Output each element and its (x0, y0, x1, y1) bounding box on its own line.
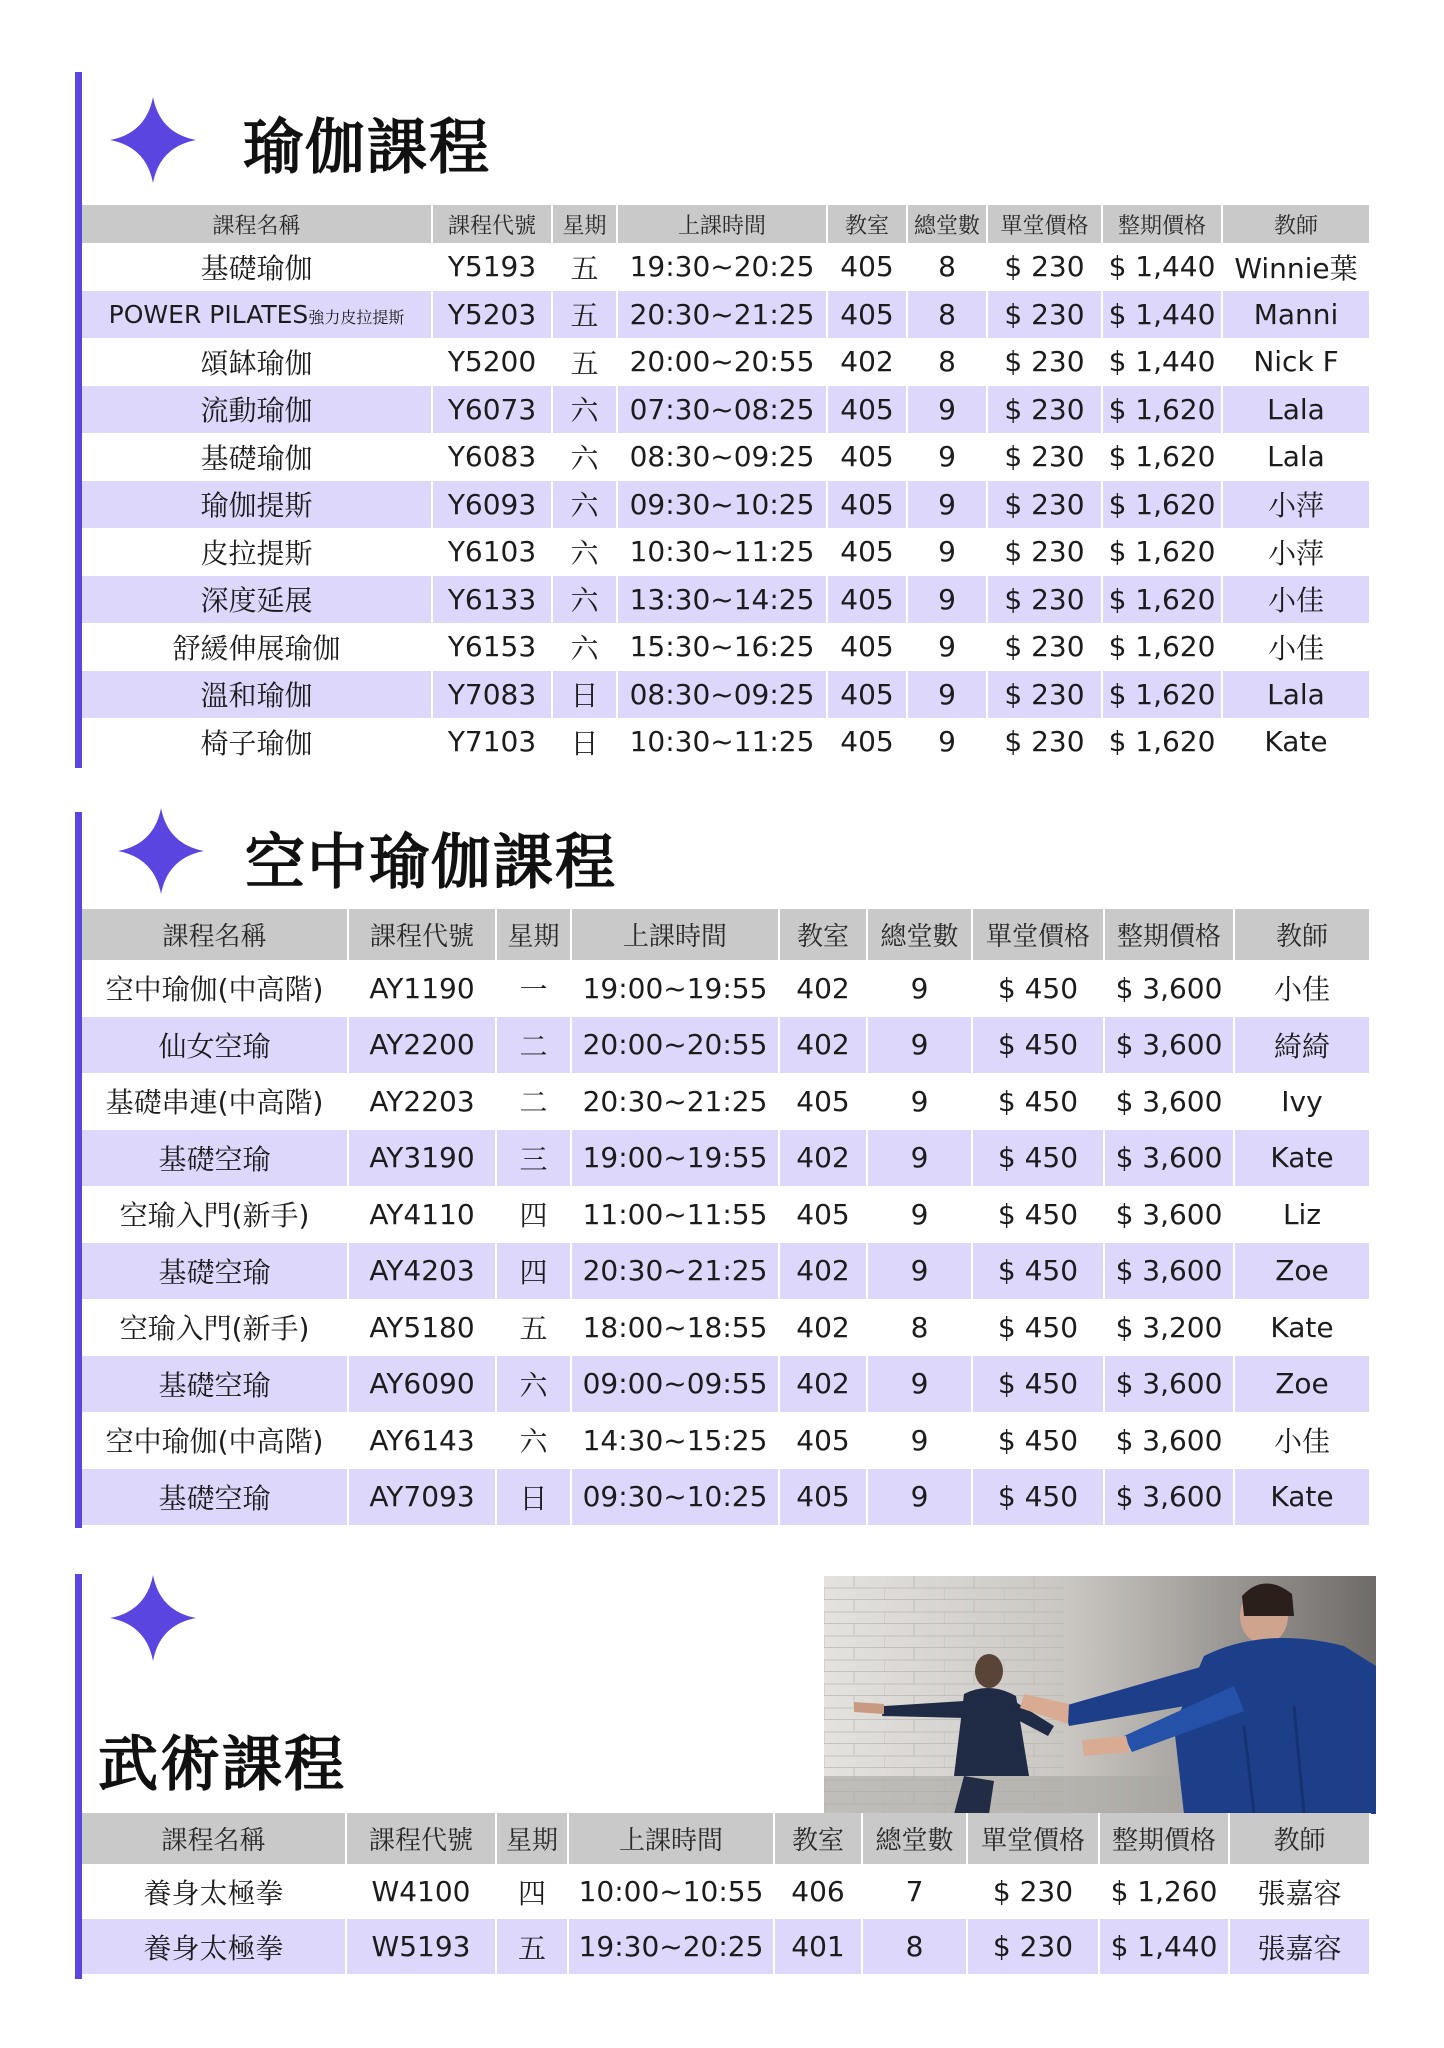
table-cell: $ 1,620 (1102, 481, 1222, 529)
table-cell: Liz (1234, 1186, 1370, 1243)
diamond-icon (118, 808, 204, 894)
table-cell: $ 1,620 (1102, 671, 1222, 719)
table-cell: Y6093 (432, 481, 552, 529)
column-header: 教室 (827, 205, 907, 243)
table-cell: 溫和瑜伽 (82, 671, 432, 719)
table-cell: 8 (867, 1299, 972, 1356)
table-cell: 一 (496, 960, 571, 1017)
column-header: 教師 (1234, 909, 1370, 960)
table-cell: Y6133 (432, 576, 552, 624)
table-cell: 養身太極拳 (82, 1864, 346, 1919)
table-cell: $ 450 (972, 1356, 1104, 1413)
table-cell: 二 (496, 1073, 571, 1130)
table-cell: $ 1,620 (1102, 433, 1222, 481)
table-cell: Kate (1222, 718, 1370, 766)
table-cell: 小佳 (1234, 1412, 1370, 1469)
diamond-icon (110, 97, 196, 183)
table-cell: Lala (1222, 386, 1370, 434)
table-cell: POWER PILATES強力皮拉提斯 (82, 291, 432, 339)
table-cell: 405 (827, 291, 907, 339)
table-cell: 瑜伽提斯 (82, 481, 432, 529)
table-row (82, 1469, 1370, 1526)
table-cell: Y6083 (432, 433, 552, 481)
table-cell: 基礎瑜伽 (82, 243, 432, 291)
table-cell: Y6073 (432, 386, 552, 434)
table-cell: 405 (827, 528, 907, 576)
table-cell: 張嘉容 (1229, 1919, 1370, 1974)
table-cell: 四 (496, 1186, 571, 1243)
section-title-yoga: 瑜伽課程 (243, 113, 491, 183)
table-cell: 14:30~15:25 (571, 1412, 779, 1469)
table-row (82, 481, 1370, 529)
table-cell: $ 3,600 (1104, 1130, 1234, 1187)
column-header: 上課時間 (617, 205, 827, 243)
table-cell: 綺綺 (1234, 1017, 1370, 1074)
table-cell: 402 (779, 1017, 867, 1074)
table-cell: $ 3,600 (1104, 1186, 1234, 1243)
table-cell: Y7103 (432, 718, 552, 766)
table-cell: 405 (827, 386, 907, 434)
table-row (82, 671, 1370, 719)
table-cell: Y6103 (432, 528, 552, 576)
table-cell: $ 1,620 (1102, 718, 1222, 766)
table-cell: Ivy (1234, 1073, 1370, 1130)
table-cell: 9 (907, 576, 987, 624)
table-row (82, 718, 1370, 766)
column-header: 課程代號 (432, 205, 552, 243)
table-cell: 五 (552, 338, 617, 386)
table-cell: AY7093 (348, 1469, 496, 1526)
table-cell: $ 450 (972, 1130, 1104, 1187)
table-cell: 405 (827, 243, 907, 291)
table-cell: $ 230 (987, 576, 1102, 624)
column-header: 星期 (552, 205, 617, 243)
table-cell: 日 (552, 671, 617, 719)
table-cell: Winnie葉 (1222, 243, 1370, 291)
martial-schedule-table (82, 1813, 1371, 1974)
table-cell: Y5200 (432, 338, 552, 386)
table-cell: $ 230 (987, 291, 1102, 339)
table-cell: $ 450 (972, 1017, 1104, 1074)
table-cell: 20:30~21:25 (571, 1073, 779, 1130)
table-cell: 張嘉容 (1229, 1864, 1370, 1919)
table-cell: AY6143 (348, 1412, 496, 1469)
table-cell: 405 (827, 433, 907, 481)
table-cell: $ 1,260 (1099, 1864, 1229, 1919)
table-cell: 流動瑜伽 (82, 386, 432, 434)
table-cell: AY1190 (348, 960, 496, 1017)
table-row (82, 1299, 1370, 1356)
table-cell: Y6153 (432, 623, 552, 671)
column-header: 總堂數 (867, 909, 972, 960)
table-row (82, 1130, 1370, 1187)
table-cell: Y5203 (432, 291, 552, 339)
table-cell: 402 (779, 960, 867, 1017)
table-cell: 8 (907, 243, 987, 291)
table-cell: 六 (552, 481, 617, 529)
table-cell: 20:30~21:25 (571, 1243, 779, 1300)
table-cell: 19:30~20:25 (568, 1919, 774, 1974)
table-cell: Y5193 (432, 243, 552, 291)
table-cell: 仙女空瑜 (82, 1017, 348, 1074)
table-cell: 9 (907, 718, 987, 766)
table-cell: 基礎空瑜 (82, 1356, 348, 1413)
table-cell: 六 (496, 1412, 571, 1469)
table-cell: $ 450 (972, 1412, 1104, 1469)
table-cell: 402 (827, 338, 907, 386)
table-cell: 09:00~09:55 (571, 1356, 779, 1413)
table-row (82, 576, 1370, 624)
table-cell: $ 230 (967, 1919, 1099, 1974)
table-cell: W5193 (346, 1919, 496, 1974)
table-cell: 8 (907, 291, 987, 339)
table-cell: 9 (867, 1469, 972, 1526)
table-cell: $ 230 (987, 718, 1102, 766)
table-cell: 五 (552, 243, 617, 291)
table-cell: $ 3,600 (1104, 1469, 1234, 1526)
table-cell: 二 (496, 1017, 571, 1074)
table-cell: $ 450 (972, 1469, 1104, 1526)
table-cell: $ 3,600 (1104, 1243, 1234, 1300)
column-header: 星期 (496, 1813, 568, 1864)
table-cell: 8 (862, 1919, 967, 1974)
table-cell: 08:30~09:25 (617, 671, 827, 719)
tai-chi-photo (824, 1576, 1376, 1814)
table-cell: Kate (1234, 1130, 1370, 1187)
column-header: 教室 (779, 909, 867, 960)
table-cell: 405 (779, 1073, 867, 1130)
table-cell: $ 3,600 (1104, 1412, 1234, 1469)
table-cell: 07:30~08:25 (617, 386, 827, 434)
table-cell: 六 (496, 1356, 571, 1413)
table-cell: AY3190 (348, 1130, 496, 1187)
table-cell: $ 230 (987, 623, 1102, 671)
column-header: 整期價格 (1102, 205, 1222, 243)
table-cell: 9 (907, 528, 987, 576)
column-header: 上課時間 (568, 1813, 774, 1864)
table-cell: 基礎空瑜 (82, 1469, 348, 1526)
table-cell: 六 (552, 623, 617, 671)
table-cell: Zoe (1234, 1356, 1370, 1413)
table-cell: $ 1,620 (1102, 386, 1222, 434)
table-cell: 10:00~10:55 (568, 1864, 774, 1919)
table-cell: Manni (1222, 291, 1370, 339)
table-cell: 9 (867, 1186, 972, 1243)
table-cell: 日 (496, 1469, 571, 1526)
table-cell: 六 (552, 528, 617, 576)
table-cell: 405 (827, 623, 907, 671)
table-cell: 小佳 (1234, 960, 1370, 1017)
table-row (82, 1919, 1370, 1974)
table-cell: 9 (907, 623, 987, 671)
table-cell: $ 230 (987, 671, 1102, 719)
table-cell: 405 (779, 1186, 867, 1243)
section-accent-bar (75, 72, 82, 768)
table-row (82, 1864, 1370, 1919)
table-row (82, 243, 1370, 291)
table-cell: 402 (779, 1299, 867, 1356)
table-cell: $ 450 (972, 1073, 1104, 1130)
table-cell: $ 3,600 (1104, 960, 1234, 1017)
table-cell: Kate (1234, 1299, 1370, 1356)
table-cell: $ 450 (972, 1243, 1104, 1300)
table-cell: 五 (496, 1919, 568, 1974)
table-cell: $ 1,620 (1102, 528, 1222, 576)
section-title-martial: 武術課程 (98, 1730, 346, 1800)
yoga-schedule-table (82, 205, 1371, 766)
table-cell: 四 (496, 1864, 568, 1919)
table-cell: 405 (827, 718, 907, 766)
table-row (82, 623, 1370, 671)
table-cell: 19:00~19:55 (571, 960, 779, 1017)
table-row (82, 338, 1370, 386)
table-cell: AY2203 (348, 1073, 496, 1130)
table-cell: $ 450 (972, 1186, 1104, 1243)
table-cell: 9 (907, 481, 987, 529)
table-cell: 19:30~20:25 (617, 243, 827, 291)
table-cell: 405 (779, 1469, 867, 1526)
table-cell: 9 (907, 386, 987, 434)
table-cell: $ 230 (987, 243, 1102, 291)
table-cell: Nick F (1222, 338, 1370, 386)
table-cell: 18:00~18:55 (571, 1299, 779, 1356)
table-cell: 13:30~14:25 (617, 576, 827, 624)
table-cell: 20:00~20:55 (617, 338, 827, 386)
column-header: 課程名稱 (82, 205, 432, 243)
table-cell: 405 (827, 576, 907, 624)
table-cell: 皮拉提斯 (82, 528, 432, 576)
table-cell: 405 (827, 481, 907, 529)
table-cell: 9 (867, 1412, 972, 1469)
table-cell: AY5180 (348, 1299, 496, 1356)
table-row (82, 528, 1370, 576)
table-cell: 402 (779, 1243, 867, 1300)
table-cell: 20:00~20:55 (571, 1017, 779, 1074)
section-accent-bar (75, 1574, 82, 1979)
table-cell: $ 1,440 (1102, 338, 1222, 386)
table-cell: 空中瑜伽(中高階) (82, 1412, 348, 1469)
table-cell: 9 (907, 433, 987, 481)
table-cell: AY6090 (348, 1356, 496, 1413)
table-cell: $ 230 (987, 338, 1102, 386)
table-cell: 日 (552, 718, 617, 766)
table-cell: $ 3,600 (1104, 1356, 1234, 1413)
table-cell: 三 (496, 1130, 571, 1187)
table-cell: 9 (867, 1356, 972, 1413)
table-cell: Lala (1222, 433, 1370, 481)
table-cell: $ 1,620 (1102, 576, 1222, 624)
table-cell: 405 (827, 671, 907, 719)
column-header: 總堂數 (907, 205, 987, 243)
table-cell: $ 1,440 (1102, 243, 1222, 291)
table-cell: 五 (552, 291, 617, 339)
column-header: 教師 (1222, 205, 1370, 243)
column-header: 課程代號 (348, 909, 496, 960)
column-header: 整期價格 (1104, 909, 1234, 960)
table-row (82, 386, 1370, 434)
table-cell: 小萍 (1222, 481, 1370, 529)
table-cell: 20:30~21:25 (617, 291, 827, 339)
table-cell: 基礎瑜伽 (82, 433, 432, 481)
table-cell: $ 3,200 (1104, 1299, 1234, 1356)
table-cell: 402 (779, 1130, 867, 1187)
column-header: 整期價格 (1099, 1813, 1229, 1864)
table-cell: 六 (552, 386, 617, 434)
table-cell: $ 450 (972, 960, 1104, 1017)
table-cell: 空瑜入門(新手) (82, 1299, 348, 1356)
table-cell: 小萍 (1222, 528, 1370, 576)
table-cell: 10:30~11:25 (617, 718, 827, 766)
table-cell: 頌缽瑜伽 (82, 338, 432, 386)
table-cell: 基礎串連(中高階) (82, 1073, 348, 1130)
table-row (82, 433, 1370, 481)
table-cell: $ 230 (987, 481, 1102, 529)
table-header-row (82, 909, 1370, 960)
table-cell: 8 (907, 338, 987, 386)
column-header: 單堂價格 (967, 1813, 1099, 1864)
table-cell: 15:30~16:25 (617, 623, 827, 671)
table-cell: 椅子瑜伽 (82, 718, 432, 766)
table-cell: 小佳 (1222, 623, 1370, 671)
column-header: 星期 (496, 909, 571, 960)
table-header-row (82, 205, 1370, 243)
table-row (82, 960, 1370, 1017)
table-cell: 9 (867, 1243, 972, 1300)
table-row (82, 1243, 1370, 1300)
table-cell: 402 (779, 1356, 867, 1413)
table-cell: $ 1,440 (1102, 291, 1222, 339)
table-cell: 9 (907, 671, 987, 719)
table-cell: $ 450 (972, 1299, 1104, 1356)
table-cell: 小佳 (1222, 576, 1370, 624)
column-header: 教室 (774, 1813, 862, 1864)
table-row (82, 291, 1370, 339)
table-cell: 9 (867, 1017, 972, 1074)
table-cell: 空中瑜伽(中高階) (82, 960, 348, 1017)
column-header: 課程名稱 (82, 909, 348, 960)
table-cell: $ 1,620 (1102, 623, 1222, 671)
table-row (82, 1186, 1370, 1243)
table-cell: $ 230 (987, 528, 1102, 576)
table-header-row (82, 1813, 1370, 1864)
table-cell: 六 (552, 576, 617, 624)
aerial-schedule-table (82, 909, 1371, 1525)
table-cell: Zoe (1234, 1243, 1370, 1300)
column-header: 教師 (1229, 1813, 1370, 1864)
table-cell: 7 (862, 1864, 967, 1919)
table-cell: AY4203 (348, 1243, 496, 1300)
column-header: 單堂價格 (972, 909, 1104, 960)
table-cell: Kate (1234, 1469, 1370, 1526)
table-cell: 基礎空瑜 (82, 1243, 348, 1300)
table-cell: 9 (867, 960, 972, 1017)
table-cell: 舒緩伸展瑜伽 (82, 623, 432, 671)
table-row (82, 1412, 1370, 1469)
table-cell: 405 (779, 1412, 867, 1469)
table-cell: 11:00~11:55 (571, 1186, 779, 1243)
table-cell: 空瑜入門(新手) (82, 1186, 348, 1243)
table-cell: Y7083 (432, 671, 552, 719)
table-cell: $ 230 (987, 386, 1102, 434)
table-cell: $ 230 (967, 1864, 1099, 1919)
table-cell: AY2200 (348, 1017, 496, 1074)
table-cell: 四 (496, 1243, 571, 1300)
diamond-icon (110, 1575, 196, 1661)
table-cell: 六 (552, 433, 617, 481)
table-cell: $ 3,600 (1104, 1017, 1234, 1074)
table-cell: $ 1,440 (1099, 1919, 1229, 1974)
table-cell: $ 230 (987, 433, 1102, 481)
table-cell: 401 (774, 1919, 862, 1974)
column-header: 總堂數 (862, 1813, 967, 1864)
table-cell: 五 (496, 1299, 571, 1356)
table-cell: 基礎空瑜 (82, 1130, 348, 1187)
table-cell: 深度延展 (82, 576, 432, 624)
table-row (82, 1073, 1370, 1130)
column-header: 單堂價格 (987, 205, 1102, 243)
table-cell: 406 (774, 1864, 862, 1919)
section-title-aerial: 空中瑜伽課程 (245, 828, 617, 898)
table-cell: 09:30~10:25 (571, 1469, 779, 1526)
table-row (82, 1356, 1370, 1413)
table-cell: $ 3,600 (1104, 1073, 1234, 1130)
column-header: 上課時間 (571, 909, 779, 960)
table-cell: AY4110 (348, 1186, 496, 1243)
section-accent-bar (75, 812, 82, 1528)
table-cell: 19:00~19:55 (571, 1130, 779, 1187)
table-cell: 養身太極拳 (82, 1919, 346, 1974)
table-cell: 09:30~10:25 (617, 481, 827, 529)
table-row (82, 1017, 1370, 1074)
table-cell: 9 (867, 1073, 972, 1130)
table-cell: 9 (867, 1130, 972, 1187)
table-cell: Lala (1222, 671, 1370, 719)
column-header: 課程代號 (346, 1813, 496, 1864)
table-cell: W4100 (346, 1864, 496, 1919)
table-cell: 10:30~11:25 (617, 528, 827, 576)
table-cell: 08:30~09:25 (617, 433, 827, 481)
column-header: 課程名稱 (82, 1813, 346, 1864)
